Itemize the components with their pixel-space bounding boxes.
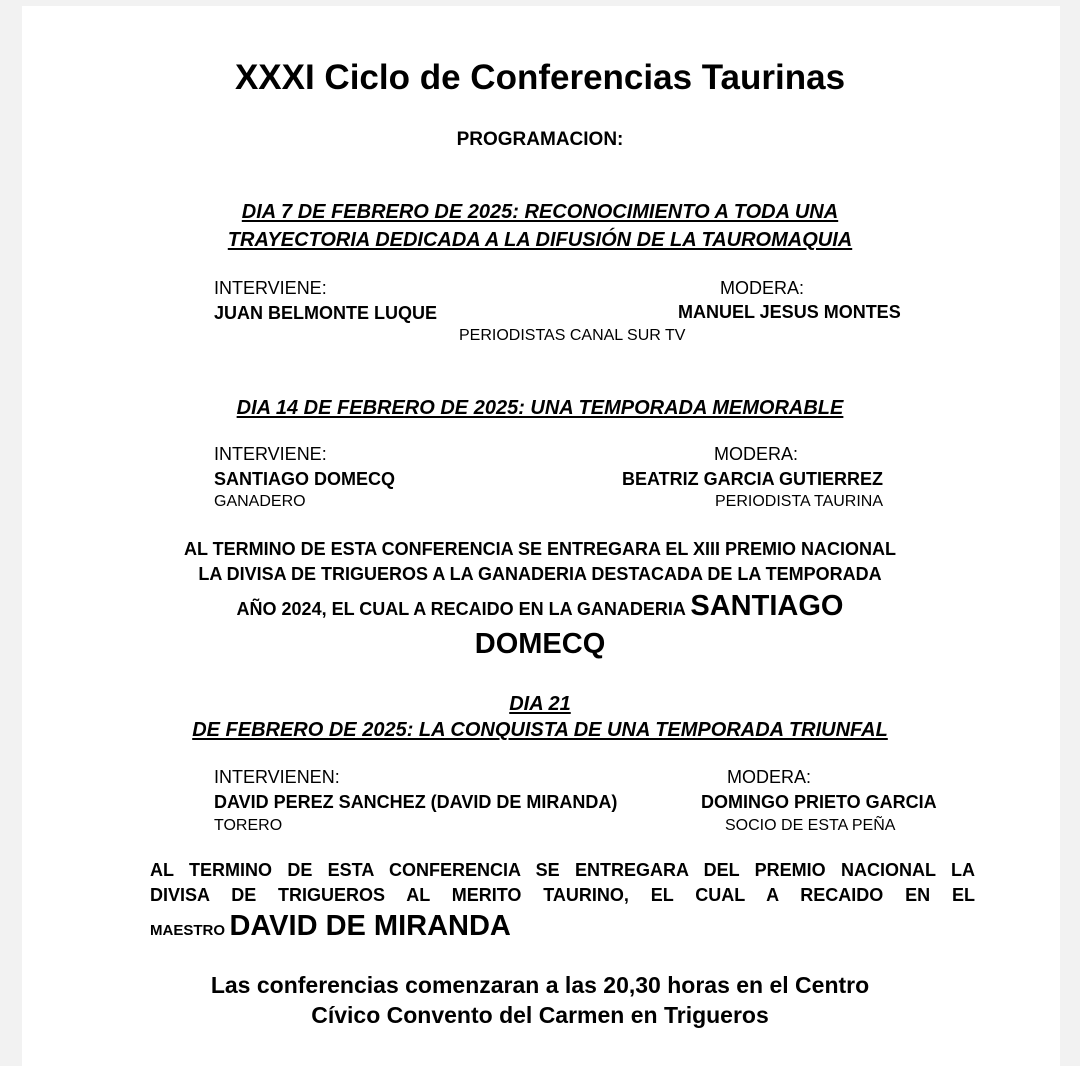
session-2-speaker-label: INTERVIENE: [214,444,327,464]
session-1-heading-line-2: TRAYECTORIA DEDICADA A LA DIFUSIÓN DE LA TAUROMAQUIA [227,229,853,251]
session-2-heading: DIA 14 DE FEBRERO DE 2025: UNA TEMPORADA MEMORABLE [236,397,844,419]
session-3-speaker-role: TORERO [214,817,283,834]
session-2-award-line-1: AL TERMINO DE ESTA CONFERENCIA SE ENTREGARA EL XIII PREMIO NACIONAL [183,539,897,559]
session-2-award-text: AÑO 2024, EL CUAL A RECAIDO EN LA GANADERIA [236,599,686,619]
session-2-speaker-role: GANADERO [214,493,306,510]
document-title: XXXI Ciclo de Conferencias Taurinas [234,58,846,97]
session-3-moderator-name: DOMINGO PRIETO GARCIA [701,792,937,812]
session-2-speaker-name: SANTIAGO DOMECQ [214,469,396,489]
session-1-speaker-name: JUAN BELMONTE LUQUE [214,303,438,323]
session-2-moderator-label: MODERA: [714,444,799,464]
session-3-moderator-role: SOCIO DE ESTA PEÑA [725,817,896,834]
session-3-award-line-2: DIVISA DE TRIGUEROS AL MERITO TAURINO, EL CUAL A RECAIDO EN EL [150,885,975,905]
session-3-award-line-3 [150,907,511,950]
session-2-award-name-2: DOMECQ [474,628,606,660]
session-3-heading-line-2: DE FEBRERO DE 2025: LA CONQUISTA DE UNA TEMPORADA TRIUNFAL [192,719,888,741]
session-3-moderator-label: MODERA: [727,767,812,787]
session-2-award-name-1: SANTIAGO [690,590,844,622]
session-2-moderator-name: BEATRIZ GARCIA GUTIERREZ [622,469,883,489]
session-1-moderator-label: MODERA: [720,278,805,298]
footer-line-2: Cívico Convento del Carmen en Trigueros [311,1002,769,1028]
session-3-award-name: DAVID DE MIRANDA [229,910,511,942]
session-3-heading-line-1: DIA 21 [509,693,571,715]
session-2-moderator-role: PERIODISTA TAURINA [715,493,884,510]
footer-line-1: Las conferencias comenzaran a las 20,30 horas en el Centro [210,972,870,998]
session-3-award-line-1: AL TERMINO DE ESTA CONFERENCIA SE ENTREGARA DEL PREMIO NACIONAL LA [150,860,975,880]
session-3-speaker-label: INTERVIENEN: [214,767,340,787]
session-1-speaker-label: INTERVIENE: [214,278,327,298]
session-1-note: PERIODISTAS CANAL SUR TV [459,327,686,344]
session-3-award-prefix: MAESTRO [150,922,225,939]
session-2-award-line-2: LA DIVISA DE TRIGUEROS A LA GANADERIA DESTACADA DE LA TEMPORADA [198,564,882,584]
programacion-heading: PROGRAMACION: [456,129,624,150]
session-2-award-line-3 [0,588,1080,629]
session-3-speaker-name: DAVID PEREZ SANCHEZ (DAVID DE MIRANDA) [214,792,618,812]
session-1-heading-line-1: DIA 7 DE FEBRERO DE 2025: RECONOCIMIENTO A TODA UNA [241,201,839,223]
session-1-moderator-name: MANUEL JESUS MONTES [678,302,901,322]
